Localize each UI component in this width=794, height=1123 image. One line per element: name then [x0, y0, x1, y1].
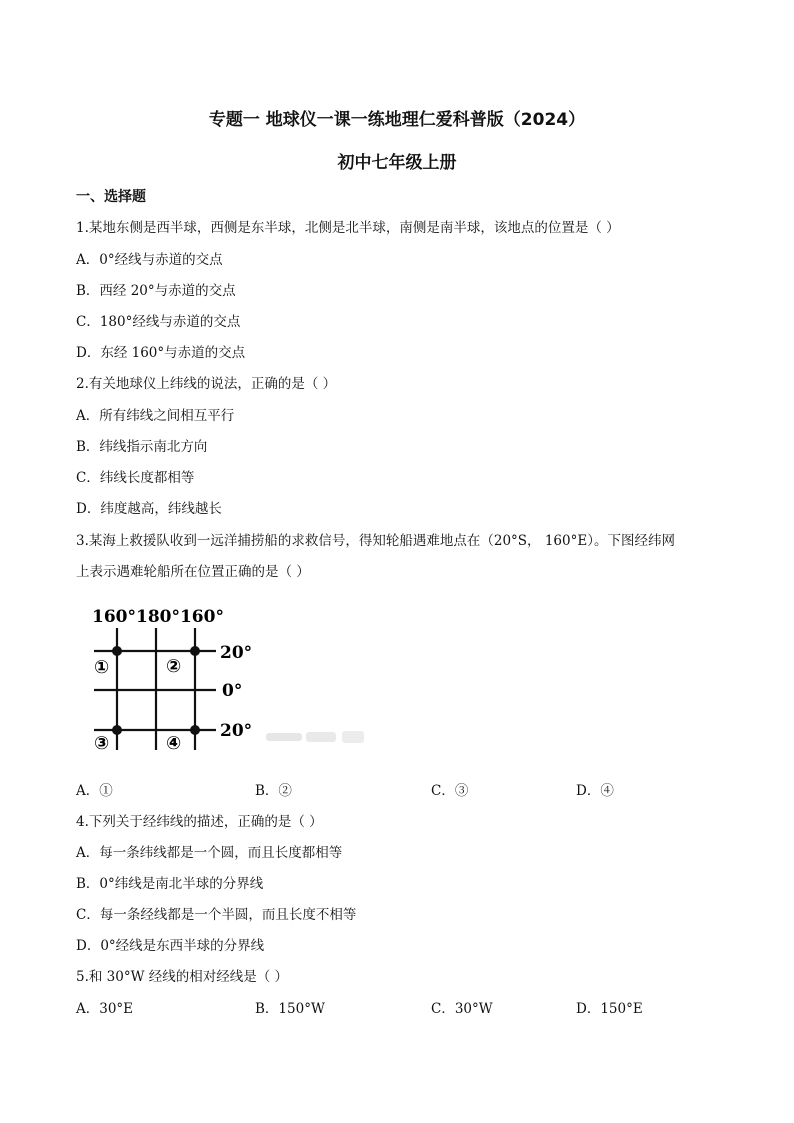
question-4-option-a: A．每一条纬线都是一个圆，而且长度都相等	[76, 845, 343, 861]
point-1-label: ①	[94, 657, 110, 678]
section-heading: 一、选择题	[76, 189, 146, 205]
question-1-option-b: B．西经 20°与赤道的交点	[76, 283, 236, 299]
question-4-option-c: C．每一条经线都是一个半圆，而且长度不相等	[76, 907, 357, 923]
point-4-dot	[190, 725, 200, 735]
question-3-stem-line-2: 上表示遇难轮船所在位置正确的是（ ）	[76, 564, 310, 580]
latitude-label-0: 0°	[222, 681, 243, 701]
question-5-option-a: A．30°E	[76, 1001, 134, 1017]
page-subtitle: 初中七年级上册	[337, 153, 457, 173]
point-1-dot	[112, 646, 122, 656]
question-5-option-b: B．150°W	[255, 1001, 325, 1017]
question-2-option-a: A．所有纬线之间相互平行	[76, 408, 235, 424]
question-2-option-b: B．纬线指示南北方向	[76, 439, 208, 455]
question-2-stem: 2.有关地球仪上纬线的说法，正确的是（ ）	[76, 376, 337, 392]
question-1-option-d: D．东经 160°与赤道的交点	[76, 345, 246, 361]
question-5-option-d: D．150°E	[576, 1001, 643, 1017]
question-3-stem-line-1: 3.某海上救援队收到一远洋捕捞船的求救信号，得知轮船遇难地点在（20°S， 160°E）。下图经纬网	[76, 533, 675, 549]
question-3-option-a: A．①	[76, 783, 113, 799]
question-5-stem: 5.和 30°W 经线的相对经线是（ ）	[76, 969, 289, 985]
question-2-option-c: C．纬线长度都相等	[76, 470, 195, 486]
question-3-options	[0, 779, 794, 799]
point-2-dot	[190, 646, 200, 656]
latitude-label-20-north: 20°	[220, 643, 253, 663]
question-1-option-c: C．180°经线与赤道的交点	[76, 314, 241, 330]
point-3-dot	[112, 725, 122, 735]
question-5-options	[0, 997, 794, 1017]
question-3-option-c: C．③	[431, 783, 469, 799]
question-4-option-d: D．0°经线是东西半球的分界线	[76, 938, 265, 954]
question-4-option-b: B．0°纬线是南北半球的分界线	[76, 876, 264, 892]
question-4-stem: 4.下列关于经纬线的描述，正确的是（ ）	[76, 814, 323, 830]
latitude-label-20-south: 20°	[220, 721, 253, 741]
point-2-label: ②	[166, 656, 182, 677]
question-2-option-d: D．纬度越高，纬线越长	[76, 501, 222, 517]
point-3-label: ③	[94, 733, 110, 754]
question-3-option-b: B．②	[255, 783, 292, 799]
question-5-option-c: C．30°W	[431, 1001, 493, 1017]
page-title: 专题一 地球仪一课一练地理仁爱科普版（2024）	[208, 110, 586, 130]
question-3-option-d: D．④	[576, 783, 614, 799]
longitude-labels: 160°180°160°	[92, 607, 224, 627]
grid-svg	[84, 598, 284, 758]
question-1-option-a: A．0°经线与赤道的交点	[76, 252, 223, 268]
point-4-label: ④	[166, 733, 182, 754]
lat-lon-grid-figure	[84, 598, 284, 758]
watermark-logo	[262, 728, 372, 748]
question-1-stem: 1.某地东侧是西半球，西侧是东半球，北侧是北半球，南侧是南半球，该地点的位置是（ ）	[76, 220, 620, 236]
